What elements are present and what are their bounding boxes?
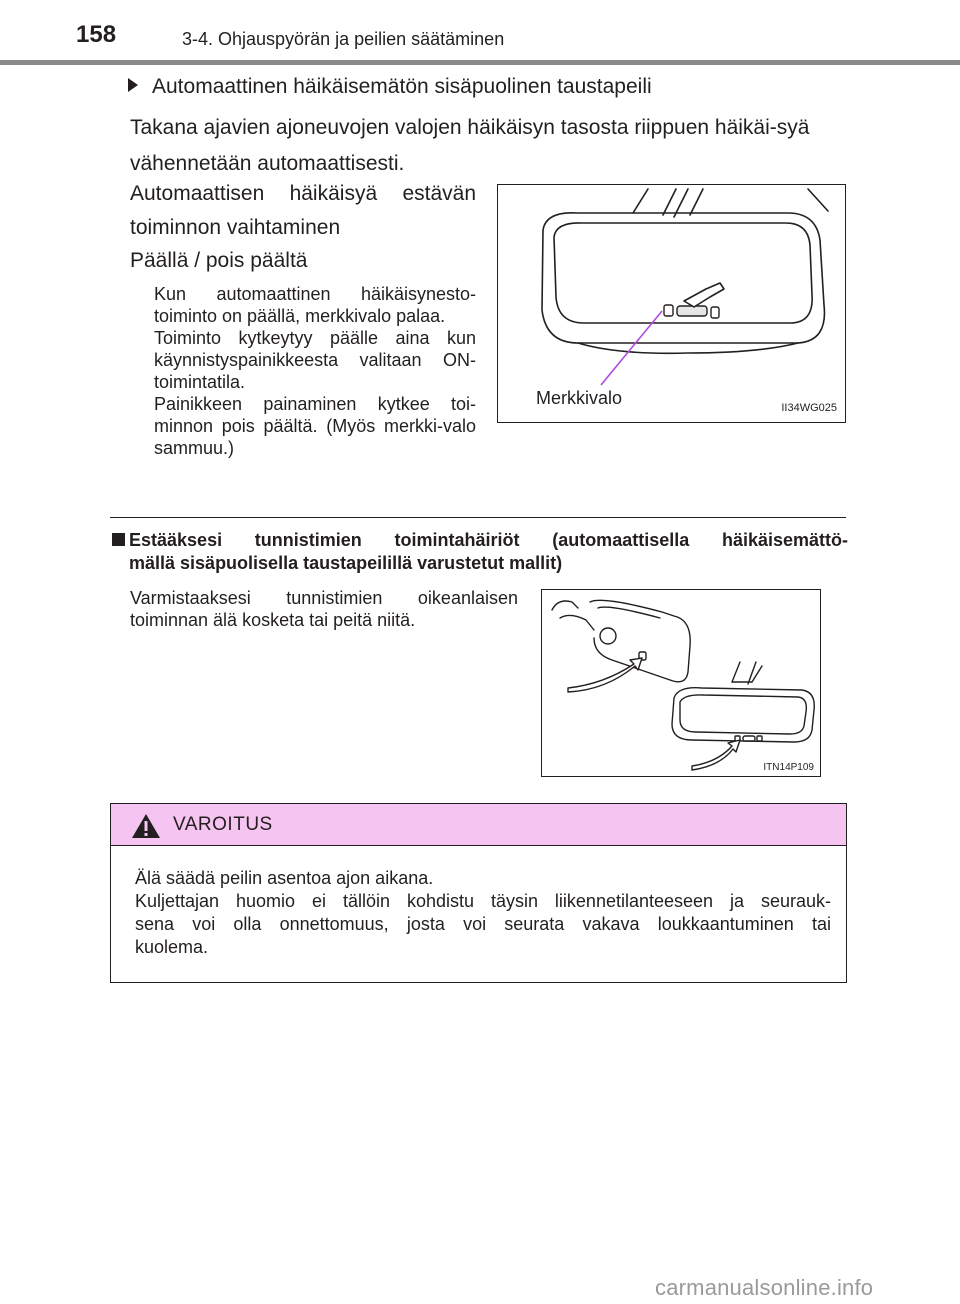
description-paragraph-3: Painikkeen painaminen kytkee toi-minnon pois päältä. (Myös merkki-valo sammuu.): [154, 394, 476, 458]
description-paragraph-2: Toiminto kytkeytyy päälle aina kun käynnistyspainikkeesta valitaan ON-toimintatila.: [154, 328, 476, 392]
section-rule: [110, 517, 846, 518]
warning-line1: Älä säädä peilin asentoa ajon aikana.: [135, 868, 434, 888]
warning-body: [135, 867, 831, 959]
footer-watermark: carmanualsonline.info: [655, 1275, 874, 1300]
header-rule: [0, 60, 960, 65]
warning-line2: Kuljettajan huomio ei tällöin kohdistu täysin liikennetilanteeseen ja seurauk-: [135, 891, 831, 911]
subsection-text-line2: toiminnan älä kosketa tai peitä niitä.: [130, 610, 416, 630]
section-heading: [128, 72, 652, 102]
warning-title: VAROITUS: [173, 814, 273, 835]
sub-heading-line1: Automaattisen häikäisyä estävän: [130, 182, 476, 205]
indicator-label: Merkkivalo: [536, 388, 623, 408]
sub-heading-line2: toiminnon vaihtaminen: [130, 216, 341, 239]
subsection-heading-line1: Estääksesi tunnistimien toimintahäiriöt (automaattisella häikäisemättö-: [112, 529, 848, 552]
mirror-indicator-figure: [497, 184, 846, 423]
description-block: [154, 283, 476, 459]
subsection-text-line1: Varmistaaksesi tunnistimien oikeanlaisen: [130, 588, 518, 608]
square-bullet-icon: [112, 533, 125, 546]
page-number: 158: [76, 21, 117, 48]
warning-header: [111, 804, 846, 846]
triangle-bullet-icon: [128, 78, 138, 92]
section-heading-text: Automaattinen häikäisemätön sisäpuolinen taustapeili: [152, 75, 652, 98]
subsection-text: [130, 587, 518, 631]
description-paragraph-1: Kun automaattinen häikäisynesto-toiminto on päällä, merkkivalo palaa.: [154, 284, 476, 326]
warning-triangle-icon: [131, 813, 161, 839]
sensor-location-figure: [541, 589, 821, 777]
warning-line3: sena voi olla onnettomuus, josta voi seurata vakava loukkaantuminen tai: [135, 914, 831, 934]
warning-box: [110, 803, 847, 983]
warning-line4: kuolema.: [135, 937, 209, 957]
figure-code: II34WG025: [781, 402, 837, 414]
figure-code: ITN14P109: [763, 762, 814, 773]
chapter-title: 3-4. Ohjauspyörän ja peilien säätäminen: [182, 29, 505, 49]
subsection-heading-line2: mällä sisäpuolisella taustapeilillä varustetut mallit): [129, 553, 563, 573]
on-off-label: Päällä / pois päältä: [130, 249, 308, 272]
sensor-illustration: [542, 590, 821, 777]
subsection-heading: [112, 529, 848, 575]
section-intro: Takana ajavien ajoneuvojen valojen häikäisyn tasosta riippuen häikäi-syä vähennetään automaattisesti.: [130, 116, 810, 175]
